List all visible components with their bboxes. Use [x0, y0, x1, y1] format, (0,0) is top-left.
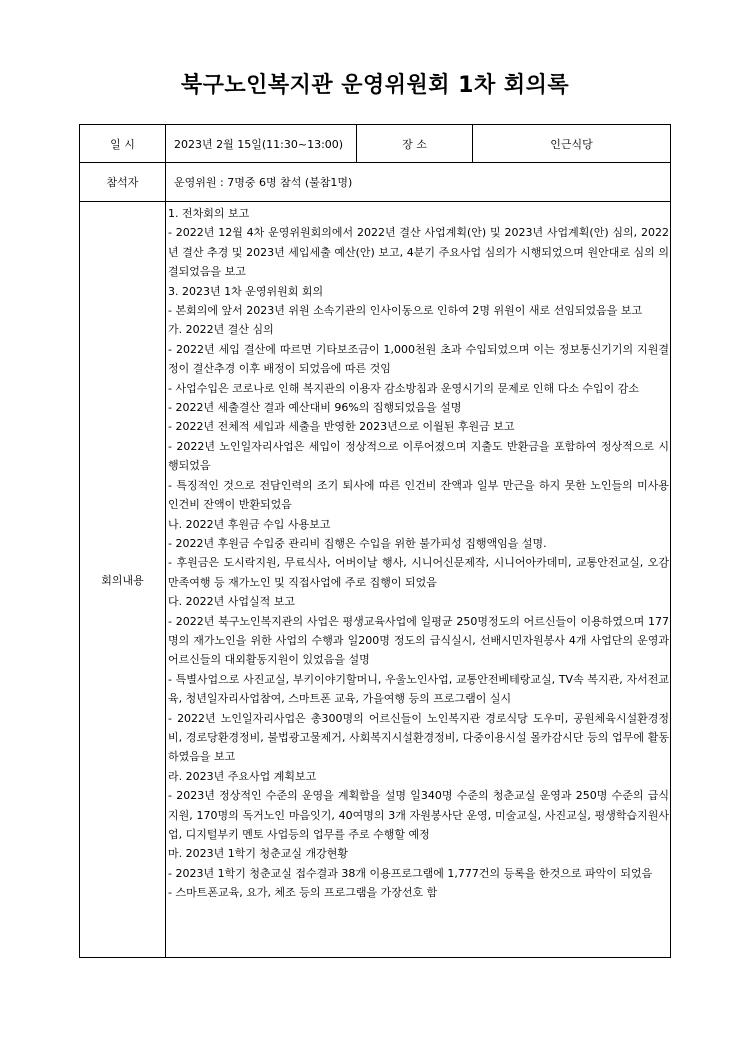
content-paragraph: 다. 2022년 사업실적 보고	[168, 595, 295, 609]
content-paragraph: - 2022년 노인일자리사업은 세입이 정상적으로 이루어졌으며 지출도 반환금을 포함하여 정상적으로 시행되었음	[168, 439, 669, 473]
content-paragraph: - 본회의에 앞서 2023년 위원 소속기관의 인사이동으로 인하여 2명 위원이 새로 선임되었음을 보고	[168, 304, 643, 318]
content-paragraph: - 스마트폰교육, 요가, 체조 등의 프로그램을 가장선호 함	[168, 886, 438, 900]
attendees-label: 참석자	[80, 163, 166, 202]
content-paragraph: 나. 2022년 후원금 수입 사용보고	[168, 517, 331, 531]
content-paragraph: - 2022년 세출결산 결과 예산대비 96%의 집행되었음을 설명	[168, 401, 462, 415]
content-row	[80, 202, 671, 958]
content-paragraph: - 후원금은 도시락지원, 무료식사, 어버이날 행사, 시니어신문제작, 시니어아카데미, 교통안전교실, 오감만족여행 등 재가노인 및 직접사업에 주로 집행이 되었음	[168, 556, 669, 589]
content-paragraph: - 2022년 후원금 수입중 관리비 집행은 수입을 위한 불가피성 집행액임을 설명.	[168, 536, 547, 550]
content-paragraph: - 2022년 노인일자리사업은 총300명의 어르신들이 노인복지관 경로식당 도우미, 공원체육시설환경정비, 경로당환경정비, 불법광고물제거, 사회복지시설환경정비, 다중이용시설 몰카감시단 등의 업무에 활동하였음을 보고	[168, 711, 669, 764]
meeting-content	[166, 202, 671, 958]
content-paragraph: 마. 2023년 1학기 청춘교실 개강현황	[168, 847, 348, 861]
content-paragraph: 1. 전차회의 보고	[168, 207, 250, 220]
content-paragraph: - 2022년 세입 결산에 따르면 기타보조금이 1,000천원 초과 수입되었으며 이는 정보통신기기의 지원결정이 결산추경 이후 배정이 되었음에 따른 것임	[168, 342, 669, 376]
content-paragraph: - 2022년 전체적 세입과 세출을 반영한 2023년으로 이월된 후원금 보고	[168, 420, 515, 434]
minutes-table	[79, 124, 671, 958]
page-title: 북구노인복지관 운영위원회 1차 회의록	[180, 73, 570, 98]
content-paragraph: 가. 2022년 결산 심의	[168, 323, 274, 337]
place-value: 인근식당	[473, 125, 671, 163]
date-label: 일 시	[80, 125, 166, 163]
attendees-row	[80, 163, 671, 202]
attendees-value: 운영위원 : 7명중 6명 참석 (불참1명)	[166, 163, 671, 202]
content-label: 회의내용	[80, 202, 166, 958]
content-paragraph: - 2022년 12월 4차 운영위원회의에서 2022년 결산 사업계획(안) 및 2023년 사업계획(안) 심의, 2022년 결산 추경 및 2023년 세입세출 예산(안) 보고, 4분기 주요사업 심의가 시행되었으며 원안대로 심의 의결되었음을 보고	[168, 226, 669, 279]
place-label: 장 소	[357, 125, 473, 163]
content-paragraph: 3. 2023년 1차 운영위원회 회의	[168, 284, 324, 298]
date-value: 2023년 2월 15일(11:30~13:00)	[166, 125, 357, 163]
content-paragraph: 라. 2023년 주요사업 계획보고	[168, 769, 317, 783]
content-paragraph: - 2023년 정상적인 수준의 운영을 계획함을 설명 일340명 수준의 청춘교실 운영과 250명 수준의 급식지원, 170명의 독거노인 마음잇기, 40여명의 3개 자원봉사단 운영, 미술교실, 사진교실, 평생학습지원사업, 디지털부키 멘토 사업등의 업무를 주로 수행할 예정	[168, 789, 669, 841]
content-paragraph: - 특별사업으로 사진교실, 부키이야기할머니, 우울노인사업, 교통안전베테랑교실, TV속 복지관, 자서전교육, 청년일자리사업참여, 스마트폰 교육, 가을여행 등의 프로그램이 실시	[168, 672, 669, 706]
content-paragraph: - 특징적인 것으로 전담인력의 조기 퇴사에 따른 인건비 잔액과 일부 만근을 하지 못한 노인들의 미사용 인건비 잔액이 반환되었음	[168, 478, 669, 512]
content-paragraph: - 사업수입은 코로나로 인해 복지관의 이용자 감소방침과 운영시기의 문제로 인해 다소 수입이 감소	[168, 381, 639, 395]
content-paragraph: - 2023년 1학기 청춘교실 접수결과 38개 이용프로그램에 1,777건의 등록을 한것으로 파악이 되었음	[168, 866, 653, 880]
content-paragraph: - 2022년 북구노인복지관의 사업은 평생교육사업에 일평균 250명정도의 어르신들이 이용하였으며 177명의 재가노인을 위한 사업의 수행과 일200명 정도의 급식실시, 선배시민자원봉사 4개 사업단의 운영과 어르신들의 대외활동지원이 있었음을 설명	[168, 614, 669, 667]
date-place-row	[80, 125, 671, 163]
